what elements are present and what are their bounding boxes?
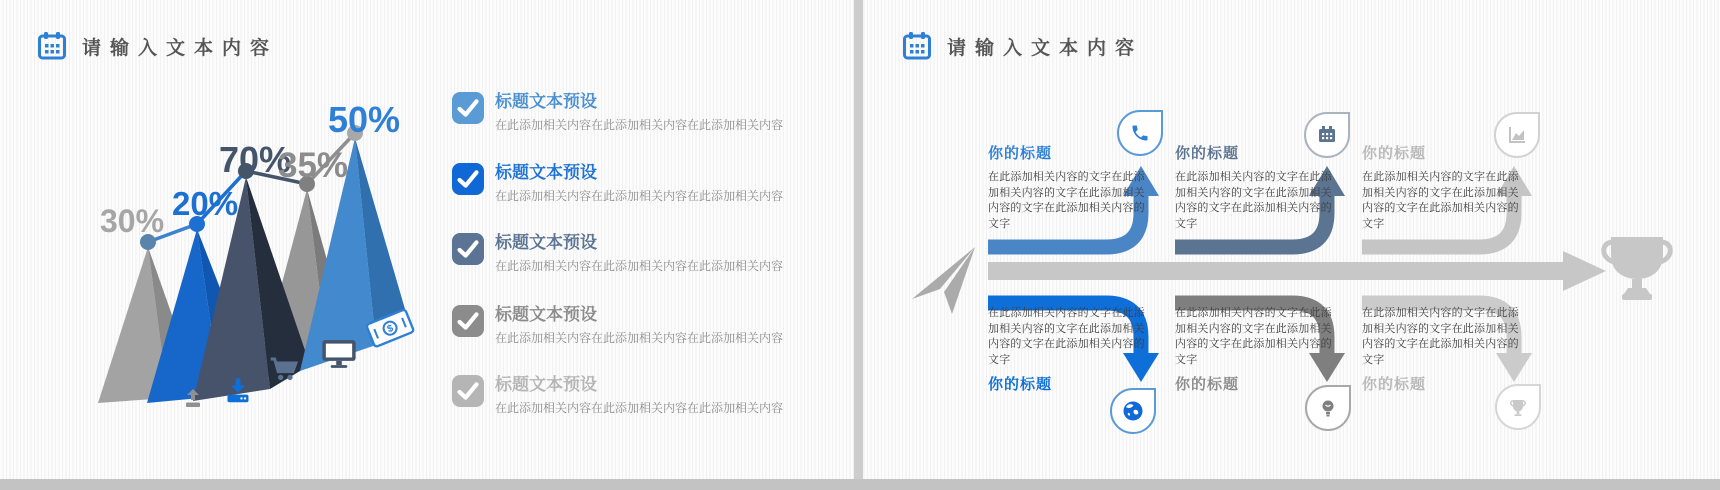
checklist-item-title: 标题文本预设 [495, 305, 597, 324]
peak-value-label: 20% [172, 185, 239, 222]
calendar-icon [901, 30, 933, 62]
globe-icon [1110, 388, 1156, 434]
checklist-item [452, 375, 784, 416]
peak-value-label: 30% [100, 203, 165, 239]
checklist-item-desc: 在此添加相关内容在此添加相关内容在此添加相关内容 [495, 118, 784, 132]
svg-text:$: $ [385, 322, 396, 336]
checkbox-check-icon [452, 163, 484, 195]
upload-icon [181, 386, 205, 415]
flow-block-desc: 在此添加相关内容的文字在此添加相关内容的文字在此添加相关内容的文字在此添加相关内容的文字 [1362, 171, 1519, 230]
checklist-item [452, 163, 784, 204]
checklist-item [452, 92, 784, 133]
shopping-cart-icon [268, 355, 300, 392]
checklist-item-desc: 在此添加相关内容在此添加相关内容在此添加相关内容 [495, 259, 784, 273]
flow-main-bar [988, 262, 1563, 280]
checkbox-check-icon [452, 92, 484, 124]
flow-block-title: 你的标题 [1362, 376, 1427, 393]
checklist-item [452, 233, 784, 274]
flow-main-arrowhead [1563, 251, 1606, 291]
checkbox-check-icon [452, 305, 484, 337]
peak-value-label: 50% [328, 99, 401, 140]
slide-left[interactable] [0, 0, 854, 479]
checklist-item-desc: 在此添加相关内容在此添加相关内容在此添加相关内容 [495, 331, 784, 345]
slide-right[interactable] [863, 0, 1720, 479]
checkbox-check-icon [452, 375, 484, 407]
checkbox-check-icon [452, 233, 484, 265]
flow-block-title: 你的标题 [1175, 145, 1240, 162]
left-slide-header [36, 30, 278, 62]
peak-value-label: 70% [219, 139, 292, 180]
flow-block-desc: 在此添加相关内容的文字在此添加相关内容的文字在此添加相关内容的文字在此添加相关内容的文字 [1362, 307, 1519, 366]
flow-block-desc: 在此添加相关内容的文字在此添加相关内容的文字在此添加相关内容的文字在此添加相关内容的文字 [1175, 171, 1332, 230]
flow-text-block [988, 142, 1146, 232]
download-icon [224, 376, 252, 409]
flow-block-title: 你的标题 [1175, 376, 1240, 393]
checklist-item-desc: 在此添加相关内容在此添加相关内容在此添加相关内容 [495, 401, 784, 415]
monitor-icon [321, 336, 357, 377]
paper-plane-icon [912, 247, 975, 314]
flow-text-block [1175, 306, 1333, 394]
flow-text-block [988, 306, 1146, 394]
right-slide-title: 请输入文本内容 [947, 37, 1144, 59]
bottom-bar [0, 479, 1720, 490]
checklist-item [452, 305, 784, 346]
checklist-item-desc: 在此添加相关内容在此添加相关内容在此添加相关内容 [495, 189, 784, 203]
checklist-item-title: 标题文本预设 [495, 375, 597, 394]
flow-block-desc: 在此添加相关内容的文字在此添加相关内容的文字在此添加相关内容的文字在此添加相关内容的文字 [988, 307, 1145, 366]
slide-divider [854, 0, 863, 479]
calendar-icon [36, 30, 68, 62]
flow-text-block [1175, 142, 1333, 232]
checklist-item-title: 标题文本预设 [495, 163, 597, 182]
checklist-item-title: 标题文本预设 [495, 92, 597, 111]
flow-block-desc: 在此添加相关内容的文字在此添加相关内容的文字在此添加相关内容的文字在此添加相关内容的文字 [988, 171, 1145, 230]
flow-block-title: 你的标题 [988, 145, 1053, 162]
right-slide-header [901, 30, 1143, 62]
peak-value-label: 35% [278, 146, 349, 185]
trophy-icon [1604, 237, 1671, 300]
flow-block-title: 你的标题 [1362, 145, 1427, 162]
left-slide-title: 请输入文本内容 [82, 37, 279, 59]
flow-text-block [1362, 142, 1520, 232]
flow-text-block [1362, 306, 1520, 394]
flow-block-desc: 在此添加相关内容的文字在此添加相关内容的文字在此添加相关内容的文字在此添加相关内容的文字 [1175, 307, 1332, 366]
checklist-item-title: 标题文本预设 [495, 233, 597, 252]
flow-block-title: 你的标题 [988, 376, 1053, 393]
